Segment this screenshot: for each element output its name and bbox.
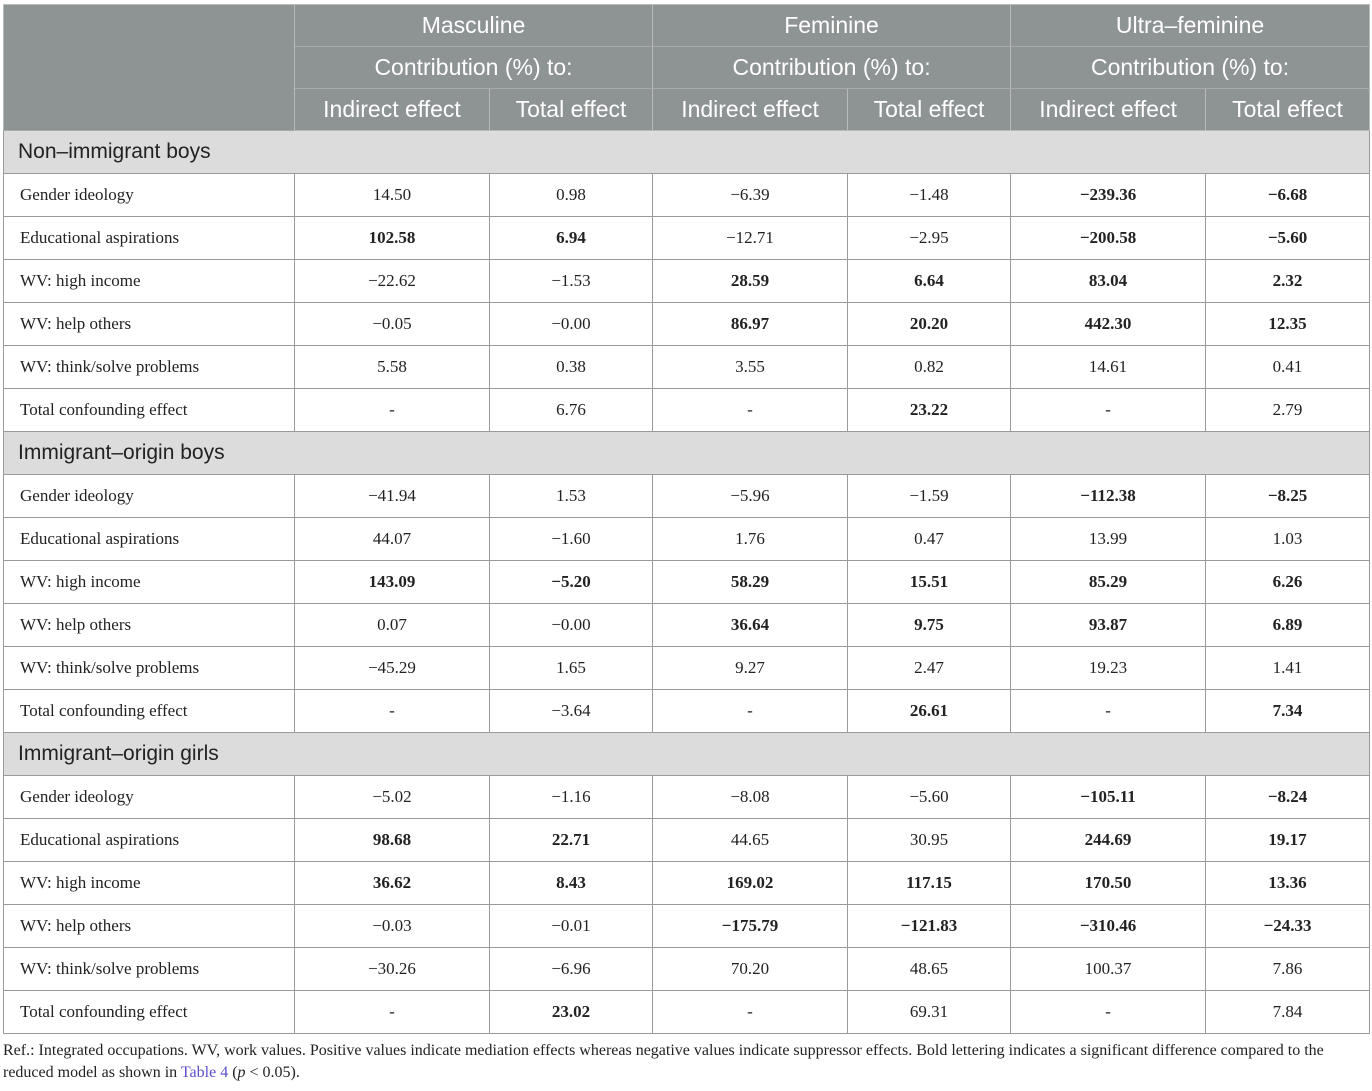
table-cell: 13.36 [1206, 862, 1370, 905]
table-cell: 170.50 [1011, 862, 1206, 905]
table-cell: −5.60 [848, 776, 1011, 819]
header-contribution-label: Contribution (%) to: [1011, 47, 1370, 89]
header-total-effect: Total effect [490, 89, 653, 131]
header-indirect-effect: Indirect effect [653, 89, 848, 131]
table-cell: 0.47 [848, 518, 1011, 561]
table-cell: - [295, 690, 490, 733]
contribution-table [3, 4, 1370, 1034]
table-cell: 15.51 [848, 561, 1011, 604]
table-cell: −2.95 [848, 217, 1011, 260]
table-cell: −0.00 [490, 604, 653, 647]
row-label: WV: think/solve problems [4, 647, 295, 690]
table-cell: 83.04 [1011, 260, 1206, 303]
table-cell: 442.30 [1011, 303, 1206, 346]
table-cell: 12.35 [1206, 303, 1370, 346]
table-cell: −6.39 [653, 174, 848, 217]
table-cell: 117.15 [848, 862, 1011, 905]
table-row [4, 346, 1370, 389]
table-row [4, 604, 1370, 647]
table-cell: 19.23 [1011, 647, 1206, 690]
table-cell: 1.76 [653, 518, 848, 561]
table-cell: 1.41 [1206, 647, 1370, 690]
table-cell: - [295, 389, 490, 432]
table-cell: −1.53 [490, 260, 653, 303]
table-cell: −112.38 [1011, 475, 1206, 518]
table-cell: 2.32 [1206, 260, 1370, 303]
row-label: WV: help others [4, 303, 295, 346]
table-cell: 30.95 [848, 819, 1011, 862]
table-row [4, 475, 1370, 518]
table-cell: 6.94 [490, 217, 653, 260]
table-cell: −41.94 [295, 475, 490, 518]
table-cell: 93.87 [1011, 604, 1206, 647]
table-cell: 169.02 [653, 862, 848, 905]
table-cell: 8.43 [490, 862, 653, 905]
table-cell: 6.76 [490, 389, 653, 432]
section-header-row [4, 733, 1370, 776]
table-cell: −24.33 [1206, 905, 1370, 948]
table-row [4, 217, 1370, 260]
table-cell: 69.31 [848, 991, 1011, 1034]
row-label: Educational aspirations [4, 518, 295, 561]
table-cell: 6.64 [848, 260, 1011, 303]
table-cell: −45.29 [295, 647, 490, 690]
header-group-ultra-feminine: Ultra–feminine [1011, 5, 1370, 47]
row-label: WV: think/solve problems [4, 948, 295, 991]
table-cell: −121.83 [848, 905, 1011, 948]
header-indirect-effect: Indirect effect [295, 89, 490, 131]
row-label: Gender ideology [4, 174, 295, 217]
table-row [4, 303, 1370, 346]
table-cell: 20.20 [848, 303, 1011, 346]
table-cell: −8.08 [653, 776, 848, 819]
table-row [4, 819, 1370, 862]
footnote-text: Ref.: Integrated occupations. WV, work values. Positive values indicate mediation effects whereas negative values indicate suppressor effects. Bold lettering indicates a significant difference compared to the reduced model as shown in [3, 1042, 1324, 1081]
table-cell: 13.99 [1011, 518, 1206, 561]
table-cell: 70.20 [653, 948, 848, 991]
table-cell: - [295, 991, 490, 1034]
table-cell: 7.34 [1206, 690, 1370, 733]
table-cell: −1.48 [848, 174, 1011, 217]
footnote-p-symbol: p [237, 1064, 246, 1081]
section-title: Immigrant–origin boys [4, 432, 1370, 475]
header-total-effect: Total effect [848, 89, 1011, 131]
table-row [4, 991, 1370, 1034]
header-group-feminine: Feminine [653, 5, 1011, 47]
table-row [4, 690, 1370, 733]
footnote-text-open: ( [228, 1064, 238, 1081]
row-label: WV: high income [4, 561, 295, 604]
section-title: Immigrant–origin girls [4, 733, 1370, 776]
table-cell: −8.24 [1206, 776, 1370, 819]
table-cell: −239.36 [1011, 174, 1206, 217]
table-cell: 1.03 [1206, 518, 1370, 561]
table-cell: 36.62 [295, 862, 490, 905]
section-header-row [4, 131, 1370, 174]
row-label: WV: high income [4, 260, 295, 303]
table-header [4, 5, 1370, 131]
table-cell: 0.82 [848, 346, 1011, 389]
table-cell: 85.29 [1011, 561, 1206, 604]
row-label: Educational aspirations [4, 217, 295, 260]
table-cell: 23.22 [848, 389, 1011, 432]
table-cell: 6.89 [1206, 604, 1370, 647]
table-cell: 86.97 [653, 303, 848, 346]
table-cell: −200.58 [1011, 217, 1206, 260]
row-label: Total confounding effect [4, 389, 295, 432]
table-row [4, 174, 1370, 217]
table-cell: 14.50 [295, 174, 490, 217]
table-cell: 244.69 [1011, 819, 1206, 862]
table-cell: 143.09 [295, 561, 490, 604]
table-cell: −5.20 [490, 561, 653, 604]
row-label: Gender ideology [4, 776, 295, 819]
table-cell: −8.25 [1206, 475, 1370, 518]
section-title: Non–immigrant boys [4, 131, 1370, 174]
table-cell: 58.29 [653, 561, 848, 604]
table-cell: 1.53 [490, 475, 653, 518]
header-total-effect: Total effect [1206, 89, 1370, 131]
table-cell: - [653, 991, 848, 1034]
table-cell: - [1011, 991, 1206, 1034]
table-footnote [3, 1040, 1369, 1084]
table-cell: −6.68 [1206, 174, 1370, 217]
table-cell: −6.96 [490, 948, 653, 991]
table-cell: 22.71 [490, 819, 653, 862]
table-cell: 14.61 [1011, 346, 1206, 389]
table-cell: 2.47 [848, 647, 1011, 690]
row-label: WV: high income [4, 862, 295, 905]
header-corner-cell [4, 5, 295, 131]
table-cell: −5.02 [295, 776, 490, 819]
table-cell: −5.96 [653, 475, 848, 518]
table-cell: −12.71 [653, 217, 848, 260]
table-cell: 44.07 [295, 518, 490, 561]
header-indirect-effect: Indirect effect [1011, 89, 1206, 131]
header-contribution-label: Contribution (%) to: [653, 47, 1011, 89]
table-cell: −0.05 [295, 303, 490, 346]
table-cell: −175.79 [653, 905, 848, 948]
table-cell: 6.26 [1206, 561, 1370, 604]
table-cell: 48.65 [848, 948, 1011, 991]
table-cell: −22.62 [295, 260, 490, 303]
table-cell: 7.84 [1206, 991, 1370, 1034]
table-cell: 28.59 [653, 260, 848, 303]
table-cell: 0.41 [1206, 346, 1370, 389]
table-cell: −105.11 [1011, 776, 1206, 819]
table-cell: 5.58 [295, 346, 490, 389]
table-row [4, 862, 1370, 905]
table-cell: −1.60 [490, 518, 653, 561]
table-cell: 0.38 [490, 346, 653, 389]
table-cell: −0.03 [295, 905, 490, 948]
table-cell: 44.65 [653, 819, 848, 862]
row-label: Educational aspirations [4, 819, 295, 862]
table-body [4, 131, 1370, 1034]
table-cell: 23.02 [490, 991, 653, 1034]
table-cell: −1.16 [490, 776, 653, 819]
table-cell: −310.46 [1011, 905, 1206, 948]
header-group-masculine: Masculine [295, 5, 653, 47]
table-cell: −1.59 [848, 475, 1011, 518]
table-cell: 7.86 [1206, 948, 1370, 991]
table-cell: - [1011, 389, 1206, 432]
table-row [4, 647, 1370, 690]
table-cell: 9.75 [848, 604, 1011, 647]
table-cell: 9.27 [653, 647, 848, 690]
header-contribution-label: Contribution (%) to: [295, 47, 653, 89]
table-row [4, 905, 1370, 948]
table-cell: 26.61 [848, 690, 1011, 733]
row-label: Gender ideology [4, 475, 295, 518]
table-cell: - [653, 690, 848, 733]
table-cell: - [1011, 690, 1206, 733]
table-cell: −0.01 [490, 905, 653, 948]
table-cell: 0.07 [295, 604, 490, 647]
table-row [4, 518, 1370, 561]
table-cell: −30.26 [295, 948, 490, 991]
table-cell: −5.60 [1206, 217, 1370, 260]
table-cell: 100.37 [1011, 948, 1206, 991]
table-cell: 36.64 [653, 604, 848, 647]
row-label: Total confounding effect [4, 690, 295, 733]
table-cell: 102.58 [295, 217, 490, 260]
table-cell: 19.17 [1206, 819, 1370, 862]
table-row [4, 948, 1370, 991]
table-cell: 2.79 [1206, 389, 1370, 432]
results-table-container [3, 4, 1369, 1034]
table-cell: 0.98 [490, 174, 653, 217]
table-cell: - [653, 389, 848, 432]
row-label: Total confounding effect [4, 991, 295, 1034]
table-4-link[interactable]: Table 4 [180, 1064, 229, 1081]
table-cell: 1.65 [490, 647, 653, 690]
table-row [4, 776, 1370, 819]
row-label: WV: help others [4, 905, 295, 948]
section-header-row [4, 432, 1370, 475]
table-row [4, 260, 1370, 303]
row-label: WV: help others [4, 604, 295, 647]
table-cell: −0.00 [490, 303, 653, 346]
table-cell: −3.64 [490, 690, 653, 733]
row-label: WV: think/solve problems [4, 346, 295, 389]
table-cell: 3.55 [653, 346, 848, 389]
footnote-text-close: < 0.05). [245, 1064, 300, 1081]
table-row [4, 561, 1370, 604]
table-row [4, 389, 1370, 432]
table-cell: 98.68 [295, 819, 490, 862]
